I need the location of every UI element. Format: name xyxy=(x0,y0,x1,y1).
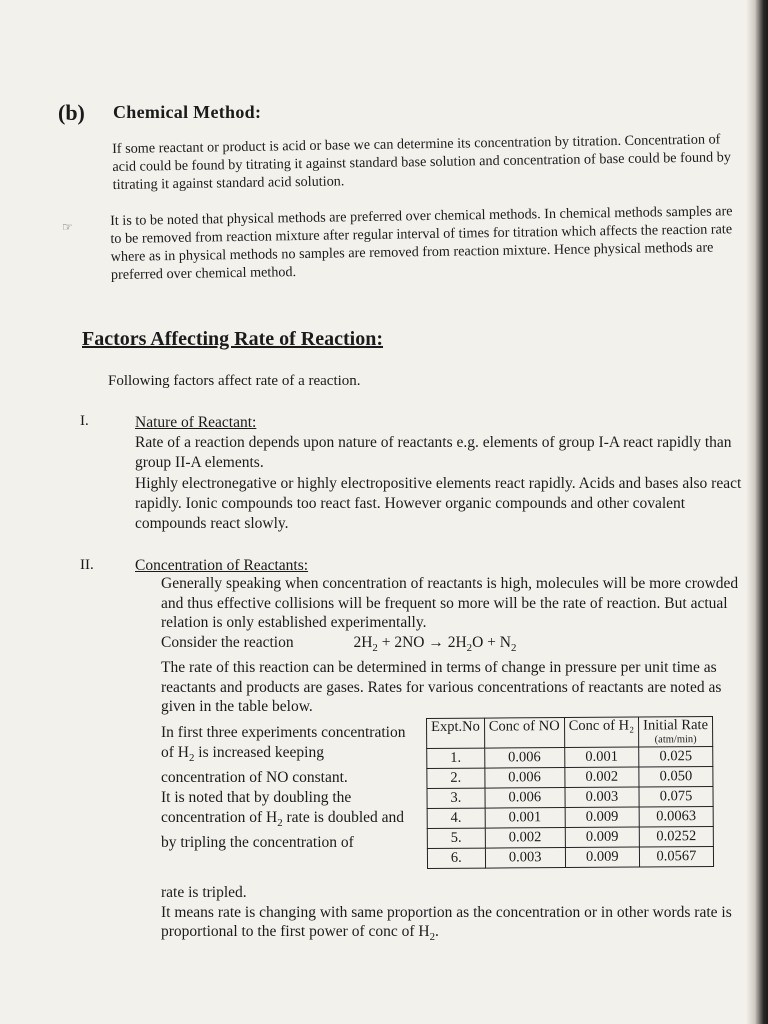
table-cell: 1. xyxy=(427,748,485,768)
table-cell: 0.0252 xyxy=(639,826,713,847)
comparison-paragraph: It is to be noted that physical methods are preferred over chemical methods. In chemical methods samples are to be removed from reaction mixture after regular interval of times for titration which affects the reaction rate where as in physical methods no samples are removed from reaction mixture. Hence physical methods are preferred over chemical method. xyxy=(110,203,733,283)
header-initial-rate: Initial Rate (atm/min) xyxy=(639,717,713,748)
table-cell: 5. xyxy=(427,828,485,848)
factors-heading: Factors Affecting Rate of Reaction: xyxy=(82,328,384,350)
concentration-text-2: The rate of this reaction can be determined in terms of change in pressure per unit time as reactants and products are gases. Rates for various concentrations of reactants are noted as given in the table below. xyxy=(161,659,722,716)
table-cell: 6. xyxy=(427,848,485,868)
table-cell: 0.006 xyxy=(484,748,564,769)
table-cell: 0.002 xyxy=(564,767,639,788)
header-expt-no: Expt.No xyxy=(427,718,485,748)
section-label: (b) xyxy=(58,100,85,125)
header-conc-no: Conc of NO xyxy=(484,718,564,749)
table-cell: 0.002 xyxy=(485,828,565,849)
table-cell: 0.009 xyxy=(565,807,640,828)
header-conc-h2: Conc of H₂ xyxy=(564,717,639,748)
table-cell: 0.001 xyxy=(485,808,565,829)
table-cell: 0.003 xyxy=(485,848,565,869)
item-number-1: I. xyxy=(80,413,89,429)
table-cell: 2. xyxy=(427,768,485,788)
table-cell: 0.003 xyxy=(565,787,640,808)
concentration-text-1: Generally speaking when concentration of reactants is high, molecules will be more crowded and thus effective collisions will be frequent so more will be the rate of reaction. But actual relation is only established experimentally. xyxy=(161,575,739,631)
item-number-2: II. xyxy=(80,557,94,573)
concentration-title: Concentration of Reactants: xyxy=(135,557,309,574)
table-cell: 0.009 xyxy=(565,827,640,848)
table-cell: 0.0063 xyxy=(639,806,713,827)
reaction-equation: $2H_2 + 2NO \to 2H_2O + N_2$ xyxy=(353,633,517,654)
conclusion-text: rate is tripled. It means rate is changing with same proportion as the concentration or in other words rate is proportional to the first power of conc of $H_2$. xyxy=(161,884,732,944)
nature-of-reactant xyxy=(135,413,745,473)
table-row xyxy=(427,766,713,788)
table-row xyxy=(427,806,713,828)
table-row xyxy=(427,746,713,768)
consider-text: Consider the reaction xyxy=(161,633,294,651)
table-cell: 3. xyxy=(427,788,485,808)
titration-paragraph: If some reactant or product is acid or base we can determine its concentration by titration. Concentration of acid could be found by titrating it against standard base solution and concentration of base could be found by titrating it against standard acid solution. xyxy=(112,131,732,193)
table-cell: 0.0567 xyxy=(639,846,713,867)
table-cell: 0.009 xyxy=(565,847,640,868)
table-row xyxy=(427,826,713,848)
table-cell: 0.006 xyxy=(485,768,565,789)
rate-table xyxy=(426,716,714,869)
table-row xyxy=(427,846,713,868)
table-cell: 0.025 xyxy=(639,746,713,767)
concentration-body xyxy=(161,574,746,717)
table-cell: 0.001 xyxy=(564,747,639,768)
table-row xyxy=(427,786,713,808)
rate-unit: (atm/min) xyxy=(654,734,697,746)
factors-intro: Following factors affect rate of a reaction. xyxy=(108,373,361,389)
nature-text-2: Highly electronegative or highly electropositive elements react rapidly. Acids and bases also react rapidly. Ionic compounds too react fast. However organic compounds and other covalent compounds react slowly. xyxy=(135,475,742,532)
table-cell: 4. xyxy=(427,808,485,828)
table-cell: 0.006 xyxy=(485,788,565,809)
table-explanation: In first three experiments concentration of $H_2$ is increased keeping concentration of NO constant. It is noted that by doubling the concentration of $H_2$ rate is doubled and by tripling the concentration of xyxy=(161,724,406,852)
rate-table-body xyxy=(427,746,714,868)
nature-of-reactant-title: Nature of Reactant: xyxy=(135,414,257,431)
chemical-method-heading: Chemical Method: xyxy=(113,102,262,122)
hand-pointer-icon: ☞ xyxy=(62,220,73,234)
nature-text-1: Rate of a reaction depends upon nature of reactants e.g. elements of group I-A react rapidly than group II-A elements. xyxy=(135,434,732,471)
table-cell: 0.075 xyxy=(639,786,713,807)
reaction-line xyxy=(161,633,746,659)
table-cell: 0.050 xyxy=(639,766,713,787)
